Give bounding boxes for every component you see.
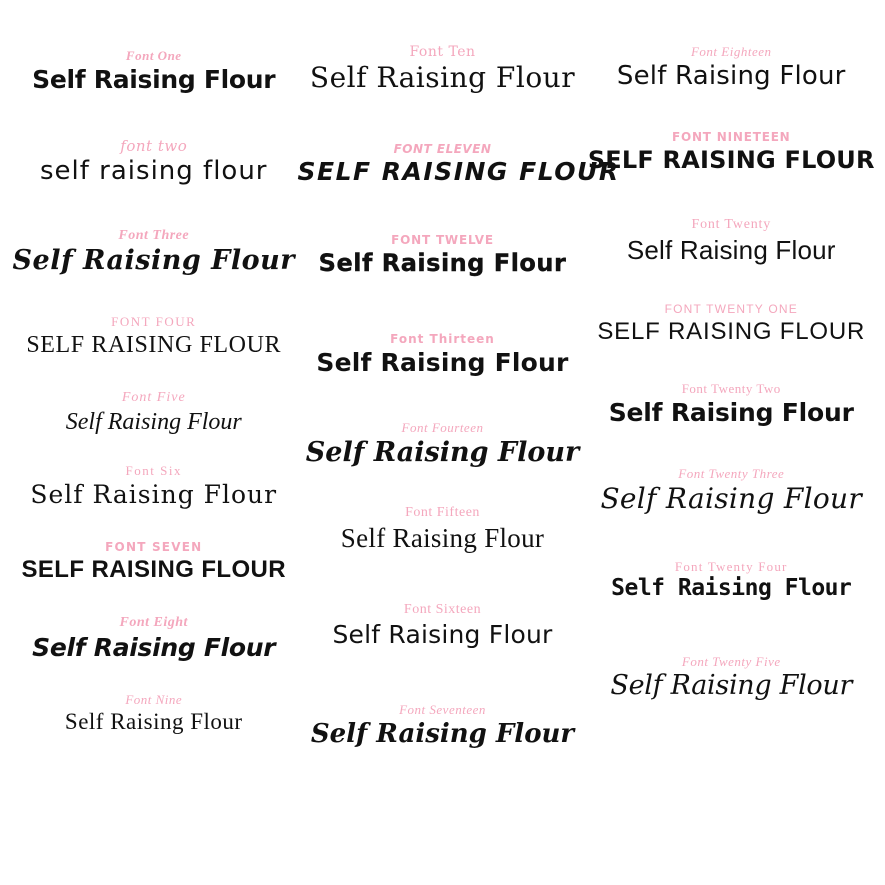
font-sample-text: Self Raising Flour — [64, 709, 243, 735]
font-sample-fourteen — [298, 420, 588, 467]
font-sample-label: font two — [120, 137, 188, 156]
font-sample-text: Self Raising Flour — [309, 60, 576, 94]
font-sample-label: Font Twenty Five — [681, 653, 781, 669]
font-sample-text: Self Raising Flour — [608, 397, 854, 427]
font-sample-text: self raising flour — [40, 156, 268, 187]
font-sample-label: Font Twenty Two — [681, 381, 781, 397]
font-sample-text: Self Raising Flour — [32, 633, 276, 663]
font-sample-label: Font Ten — [409, 44, 476, 60]
font-sample-label: FONT TWELVE — [391, 233, 494, 248]
font-sample-label: Font Fifteen — [405, 505, 480, 521]
font-sample-text: Self Raising Flour — [12, 245, 295, 277]
font-sample-text: Self Raising Flour — [310, 718, 575, 749]
font-sample-text: Self Raising Flour — [30, 479, 278, 509]
font-sample-twenty-five — [588, 654, 876, 701]
font-sample-label: Font Eighteen — [690, 44, 772, 59]
font-sample-label: Font Twenty Three — [678, 466, 785, 482]
font-sample-label: Font Five — [121, 390, 186, 406]
font-sample-text: Self Raising Flour — [32, 64, 276, 94]
font-sample-seventeen — [298, 702, 588, 748]
font-sample-one — [10, 48, 298, 93]
font-column-three — [588, 30, 876, 707]
font-sample-text: Self Raising Flour — [616, 60, 846, 91]
font-sample-text: SELF RAISING FLOUR — [21, 555, 287, 583]
font-sample-nineteen — [588, 130, 876, 173]
font-sample-label: Font Seventeen — [399, 702, 486, 718]
font-sample-text: Self Raising Flour — [611, 575, 852, 602]
font-sample-twenty-two — [588, 381, 876, 426]
font-sample-twenty-three — [588, 466, 876, 514]
font-sample-label: Font Eight — [119, 615, 188, 631]
font-sample-text: Self Raising Flour — [318, 248, 567, 277]
font-sample-twelve — [298, 233, 588, 276]
font-sample-text: SELF RAISING FLOUR — [26, 331, 282, 358]
font-sample-twenty — [588, 217, 876, 264]
font-sample-three — [10, 228, 298, 276]
font-sample-six — [10, 463, 298, 508]
font-sample-label: FONT TWENTY ONE — [664, 302, 798, 317]
font-sample-label: Font Three — [118, 227, 190, 243]
font-sample-text: SELF RAISING FLOUR — [297, 156, 620, 186]
font-sample-label: Font Sixteen — [403, 601, 482, 617]
font-sample-five — [10, 390, 298, 435]
font-sample-label: FONT FOUR — [111, 314, 197, 330]
font-sample-label: Font Thirteen — [390, 332, 495, 347]
font-sample-text: Self Raising Flour — [332, 619, 553, 649]
font-sample-label: FONT SEVEN — [105, 540, 203, 555]
font-sample-label: Font Twenty — [691, 216, 771, 232]
font-sample-label: Font Twenty Four — [674, 558, 788, 574]
font-sample-label: Font Fourteen — [401, 420, 484, 436]
font-sample-text: Self Raising Flour — [316, 347, 569, 377]
font-column-one — [10, 30, 298, 740]
font-sample-label: Font Nine — [125, 691, 183, 707]
font-sample-eighteen — [588, 44, 876, 90]
font-sample-label: FONT NINETEEN — [671, 130, 791, 145]
font-sample-nine — [10, 692, 298, 735]
font-sample-text: Self Raising Flour — [65, 408, 242, 435]
font-sample-seven — [10, 540, 298, 583]
font-sample-text: SELF RAISING FLOUR — [597, 317, 866, 345]
font-sample-text: Self Raising Flour — [626, 234, 836, 265]
font-sample-eight — [10, 615, 298, 661]
font-sample-four — [10, 314, 298, 358]
font-sample-ten — [298, 44, 588, 94]
font-sample-fifteen — [298, 505, 588, 553]
font-sample-two — [10, 137, 298, 186]
font-sample-twenty-four — [588, 559, 876, 602]
font-sample-label: Font Six — [125, 463, 182, 479]
font-sample-text: Self Raising Flour — [610, 670, 853, 702]
font-column-two — [297, 30, 620, 754]
font-sample-twenty-one — [588, 302, 876, 345]
font-sample-text: Self Raising Flour — [305, 436, 580, 468]
font-sample-eleven — [297, 141, 620, 186]
font-sample-text: SELF RAISING FLOUR — [587, 145, 875, 174]
font-sample-thirteen — [298, 332, 588, 376]
font-sample-text: Self Raising Flour — [340, 523, 545, 554]
font-sample-label: FONT ELEVEN — [393, 141, 492, 156]
font-sample-label: Font One — [125, 48, 182, 63]
font-sample-sixteen — [298, 602, 588, 648]
font-sample-text: Self Raising Flour — [600, 481, 863, 515]
